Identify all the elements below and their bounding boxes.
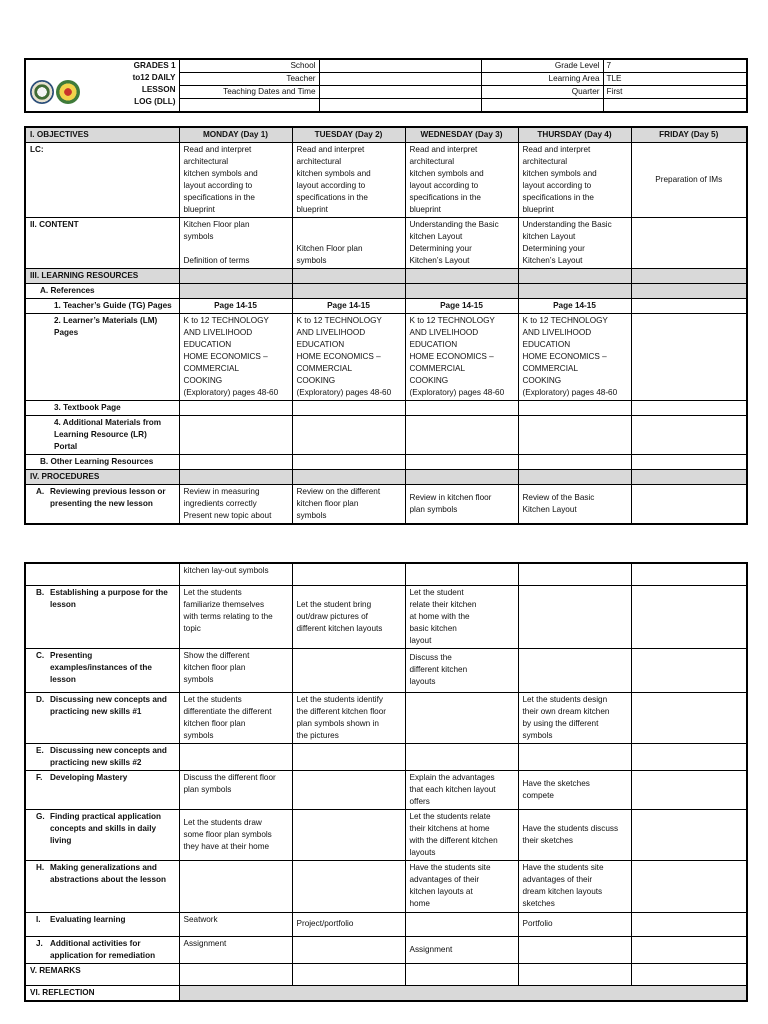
- procedures-heading: IV. PROCEDURES: [25, 470, 179, 485]
- other-resources-label: B. Other Learning Resources: [25, 455, 179, 470]
- procedure-d-thu: Let the students design their own dream kitchen by using the different symbols: [518, 692, 631, 743]
- school-label: School: [179, 59, 319, 73]
- procedure-a-wed: Review in kitchen floor plan symbols: [405, 485, 518, 525]
- content-mon: Kitchen Floor plan symbols Definition of terms: [179, 218, 292, 269]
- lc-tue: Read and interpret architectural kitchen symbols and layout according to specifications in the blueprint: [292, 143, 405, 218]
- procedure-f-tue: [292, 770, 405, 809]
- procedure-g-label: G. Finding practical application concepts and skills in daily living: [25, 809, 179, 860]
- procedure-g-mon: Let the students draw some floor plan symbols they have at their home: [179, 809, 292, 860]
- dll-main-table-page-1: [24, 126, 748, 525]
- procedure-g-thu: Have the students discuss their sketches: [518, 809, 631, 860]
- procedure-c-tue: [292, 648, 405, 692]
- day-header-thu: THURSDAY (Day 4): [518, 127, 631, 143]
- procedure-f-label: F. Developing Mastery: [25, 770, 179, 809]
- day-header-tue: TUESDAY (Day 2): [292, 127, 405, 143]
- learning-area-value[interactable]: TLE: [603, 73, 747, 86]
- additional-materials-label: 4. Additional Materials from Learning Resource (LR) Portal: [25, 416, 179, 455]
- procedure-j-thu: [518, 936, 631, 963]
- dll-main-table-page-2: [24, 562, 748, 1002]
- procedure-i-fri: [631, 912, 747, 936]
- references-heading: A. References: [25, 284, 179, 299]
- day-header-mon: MONDAY (Day 1): [179, 127, 292, 143]
- learning-area-label: Learning Area: [481, 73, 603, 86]
- procedure-j-fri: [631, 936, 747, 963]
- procedure-b-fri: [631, 585, 747, 648]
- procedure-d-tue: Let the students identify the different kitchen floor plan symbols shown in the pictures: [292, 692, 405, 743]
- teacher-label: Teacher: [179, 73, 319, 86]
- tg-pages-label: 1. Teacher’s Guide (TG) Pages: [25, 299, 179, 314]
- lc-fri: Preparation of IMs: [631, 143, 747, 218]
- procedure-j-mon: Assignment: [179, 936, 292, 963]
- dates-label: Teaching Dates and Time: [179, 86, 319, 99]
- procedure-e-label: E. Discussing new concepts and practicing new skills #2: [25, 743, 179, 770]
- procedure-h-fri: [631, 860, 747, 912]
- quarter-label: Quarter: [481, 86, 603, 99]
- lc-label: LC:: [25, 143, 179, 218]
- tg-thu: Page 14-15: [518, 299, 631, 314]
- procedure-f-thu: Have the sketches compete: [518, 770, 631, 809]
- procedure-a-cont-mon: kitchen lay-out symbols: [179, 563, 292, 585]
- procedure-i-label: I. Evaluating learning: [25, 912, 179, 936]
- tg-wed: Page 14-15: [405, 299, 518, 314]
- procedure-g-wed: Let the students relate their kitchens at home with the different kitchen layouts: [405, 809, 518, 860]
- dll-title: GRADES 1 to12 DAILY LESSON LOG (DLL): [87, 59, 179, 112]
- procedure-c-wed: Discuss the different kitchen layouts: [405, 648, 518, 692]
- procedure-j-wed: Assignment: [405, 936, 518, 963]
- procedure-a-label: A. Reviewing previous lesson or presenting the new lesson: [25, 485, 179, 525]
- reflection-heading: VI. REFLECTION: [25, 985, 179, 1001]
- procedure-a-mon: Review in measuring ingredients correctly Present new topic about: [179, 485, 292, 525]
- procedure-c-label: C. Presenting examples/instances of the lesson: [25, 648, 179, 692]
- grade-level-label: Grade Level: [481, 59, 603, 73]
- school-seal-icon: [56, 80, 80, 104]
- lm-wed: K to 12 TECHNOLOGY AND LIVELIHOOD EDUCATION HOME ECONOMICS – COMMERCIAL COOKING (Exploratory) pages 48-60: [405, 314, 518, 401]
- lc-wed: Read and interpret architectural kitchen symbols and layout according to specifications in the blueprint: [405, 143, 518, 218]
- procedure-h-wed: Have the students site advantages of their kitchen layouts at home: [405, 860, 518, 912]
- procedure-f-wed: Explain the advantages that each kitchen layout offers: [405, 770, 518, 809]
- procedure-b-mon: Let the students familiarize themselves with terms relating to the topic: [179, 585, 292, 648]
- quarter-value[interactable]: First: [603, 86, 747, 99]
- dates-value[interactable]: [319, 86, 481, 99]
- content-thu: Understanding the Basic kitchen Layout Determining your Kitchen’s Layout: [518, 218, 631, 269]
- procedure-i-tue: Project/portfolio: [292, 912, 405, 936]
- procedure-a-tue: Review on the different kitchen floor plan symbols: [292, 485, 405, 525]
- textbook-label: 3. Textbook Page: [25, 401, 179, 416]
- procedure-j-tue: [292, 936, 405, 963]
- content-heading: II. CONTENT: [25, 218, 179, 269]
- lm-pages-label: 2. Learner’s Materials (LM) Pages: [25, 314, 179, 401]
- day-header-fri: FRIDAY (Day 5): [631, 127, 747, 143]
- content-tue: Kitchen Floor plan symbols: [292, 218, 405, 269]
- logo-cell: [25, 59, 87, 112]
- tg-tue: Page 14-15: [292, 299, 405, 314]
- lm-tue: K to 12 TECHNOLOGY AND LIVELIHOOD EDUCATION HOME ECONOMICS – COMMERCIAL COOKING (Exploratory) pages 48-60: [292, 314, 405, 401]
- lc-thu: Read and interpret architectural kitchen symbols and layout according to specifications in the blueprint: [518, 143, 631, 218]
- learning-resources-heading: III. LEARNING RESOURCES: [25, 269, 179, 284]
- procedure-c-thu: [518, 648, 631, 692]
- procedure-h-thu: Have the students site advantages of their dream kitchen layouts sketches: [518, 860, 631, 912]
- remarks-heading: V. REMARKS: [25, 963, 179, 985]
- procedure-i-wed: [405, 912, 518, 936]
- procedure-c-mon: Show the different kitchen floor plan symbols: [179, 648, 292, 692]
- dll-header-table: [24, 58, 748, 113]
- procedure-d-fri: [631, 692, 747, 743]
- procedure-g-tue: [292, 809, 405, 860]
- procedure-d-mon: Let the students differentiate the different kitchen floor plan symbols: [179, 692, 292, 743]
- procedure-h-mon: [179, 860, 292, 912]
- procedure-i-thu: Portfolio: [518, 912, 631, 936]
- procedure-g-fri: [631, 809, 747, 860]
- procedure-a-fri: [631, 485, 747, 525]
- procedure-c-fri: [631, 648, 747, 692]
- procedure-f-fri: [631, 770, 747, 809]
- procedure-i-mon: Seatwork: [179, 912, 292, 936]
- procedure-f-mon: Discuss the different floor plan symbols: [179, 770, 292, 809]
- teacher-value[interactable]: [319, 73, 481, 86]
- tg-mon: Page 14-15: [179, 299, 292, 314]
- grade-level-value[interactable]: 7: [603, 59, 747, 73]
- procedure-j-label: J. Additional activities for application for remediation: [25, 936, 179, 963]
- procedure-d-label: D. Discussing new concepts and practicing new skills #1: [25, 692, 179, 743]
- procedure-h-label: H. Making generalizations and abstractions about the lesson: [25, 860, 179, 912]
- procedure-b-thu: [518, 585, 631, 648]
- lm-mon: K to 12 TECHNOLOGY AND LIVELIHOOD EDUCATION HOME ECONOMICS – COMMERCIAL COOKING (Exploratory) pages 48-60: [179, 314, 292, 401]
- procedure-b-label: B. Establishing a purpose for the lesson: [25, 585, 179, 648]
- deped-seal-icon: [30, 80, 54, 104]
- procedure-b-tue: Let the student bring out/draw pictures of different kitchen layouts: [292, 585, 405, 648]
- objectives-heading: I. OBJECTIVES: [25, 127, 179, 143]
- procedure-a-cont-label: [25, 563, 179, 585]
- content-fri: [631, 218, 747, 269]
- content-wed: Understanding the Basic kitchen Layout Determining your Kitchen’s Layout: [405, 218, 518, 269]
- lm-thu: K to 12 TECHNOLOGY AND LIVELIHOOD EDUCATION HOME ECONOMICS – COMMERCIAL COOKING (Exploratory) pages 48-60: [518, 314, 631, 401]
- procedure-d-wed: [405, 692, 518, 743]
- procedure-a-thu: Review of the Basic Kitchen Layout: [518, 485, 631, 525]
- procedure-h-tue: [292, 860, 405, 912]
- school-value[interactable]: [319, 59, 481, 73]
- procedure-b-wed: Let the student relate their kitchen at home with the basic kitchen layout: [405, 585, 518, 648]
- lc-mon: Read and interpret architectural kitchen symbols and layout according to specifications in the blueprint: [179, 143, 292, 218]
- day-header-wed: WEDNESDAY (Day 3): [405, 127, 518, 143]
